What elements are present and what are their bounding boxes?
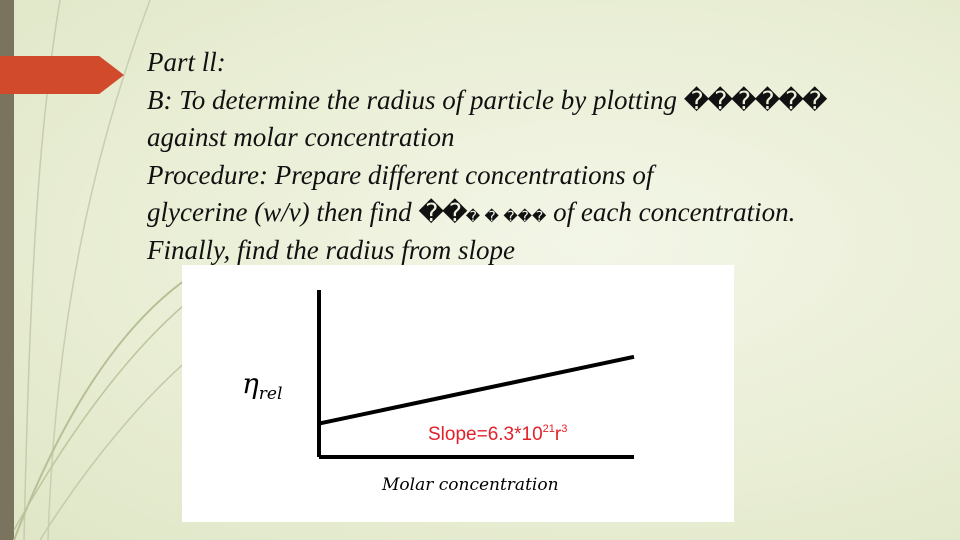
series-line	[319, 357, 634, 424]
slide-body-text	[147, 44, 960, 269]
chart-svg	[182, 265, 734, 522]
glycerine-text: glycerine (w/v) then find	[147, 197, 419, 227]
missing-glyphs: ������	[683, 85, 826, 115]
missing-glyphs-2: ��	[418, 198, 466, 227]
each-concentration-text: of each concentration.	[553, 197, 796, 227]
title-arrow-marker	[0, 56, 124, 94]
objective-text: B: To determine the radius of particle by plotting	[147, 84, 684, 115]
line-against-molar: against molar concentration	[147, 122, 455, 152]
line-glycerine	[147, 194, 960, 232]
line-procedure: Procedure: Prepare different concentrations of	[147, 159, 654, 190]
x-axis-label: Molar concentration	[382, 475, 559, 495]
chart-image	[182, 265, 734, 522]
missing-glyphs-small: � � ���	[465, 209, 547, 225]
y-axis-label: $\eta_{rel}$	[242, 367, 283, 404]
line-part-label: Part ll:	[147, 47, 226, 77]
line-finally: Finally, find the radius from slope	[147, 234, 515, 265]
slope-annotation: $Slope=6.3*10^{21}r^3$	[428, 423, 568, 445]
line-objective	[147, 82, 960, 120]
